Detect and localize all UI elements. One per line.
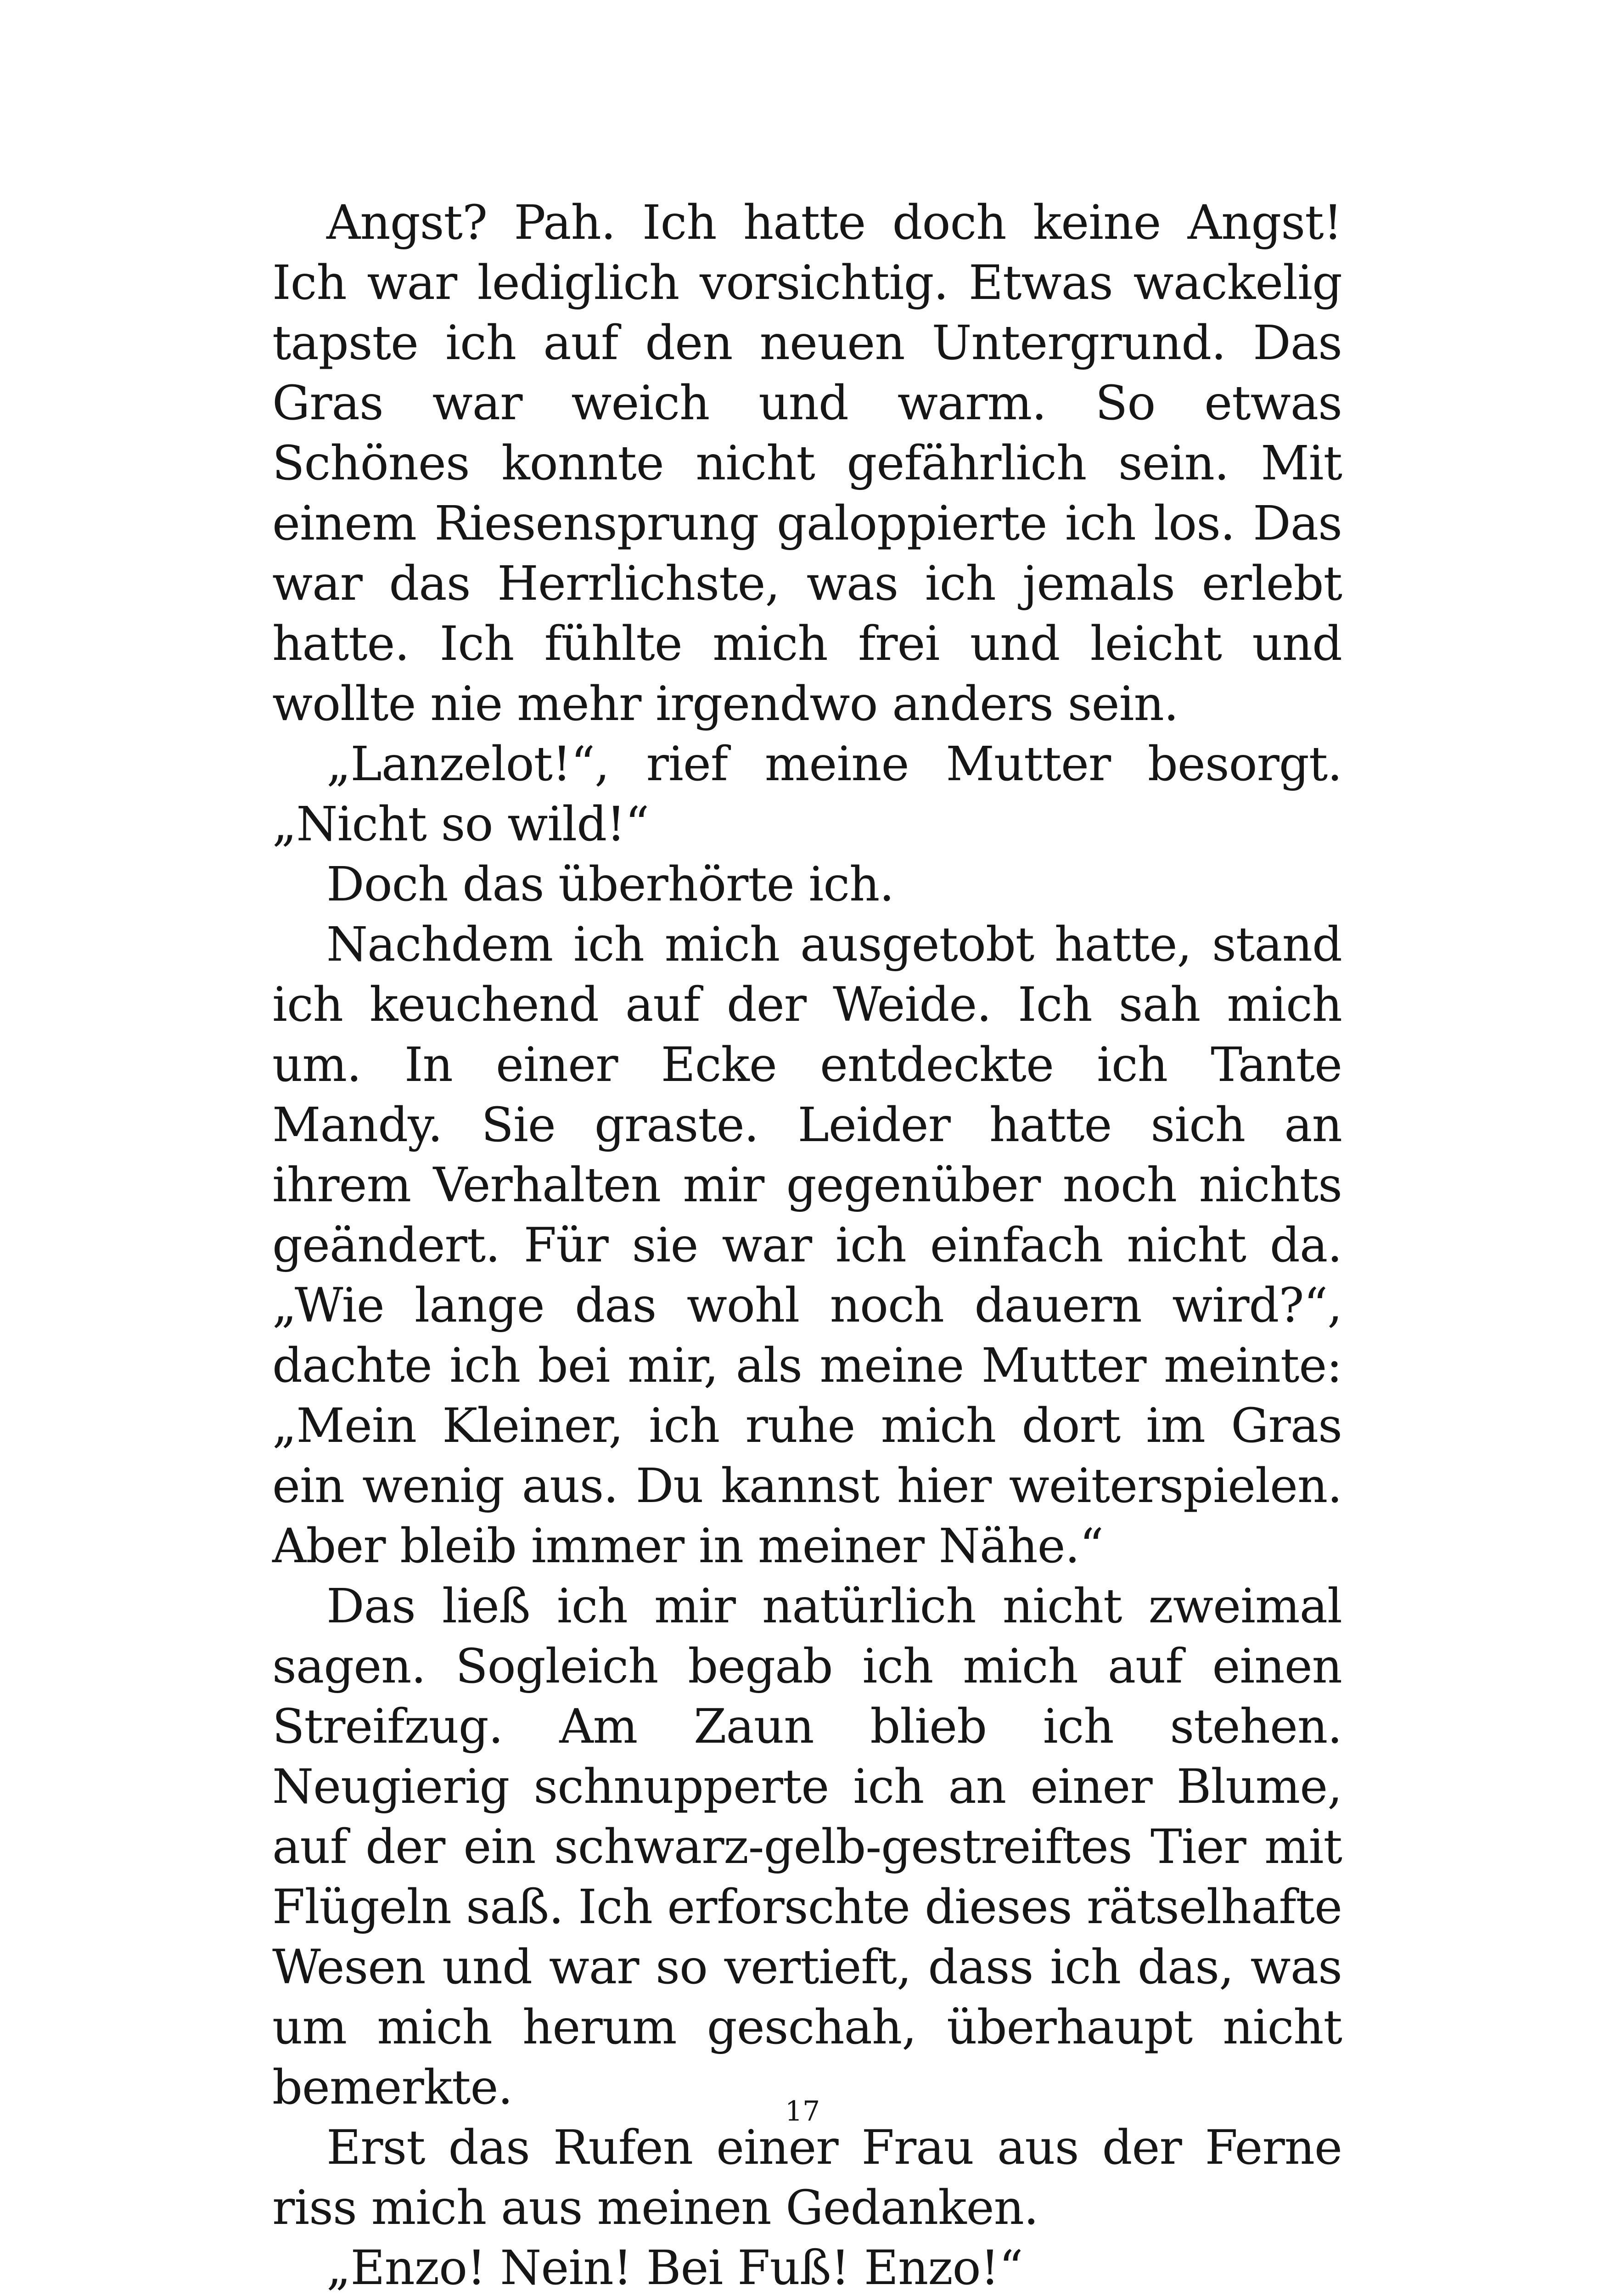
paragraph-5: Das ließ ich mir natürlich nicht zweimal sagen. Sogleich begab ich mich auf einen Streifzug. Am Zaun blieb ich stehen. Neugierig schnupperte ich an einer Blume, auf der ein schwarz-gelb-gestreiftes Tier mit Flügeln saß. Ich erforschte dieses rätselhafte Wesen und war so vertieft, dass ich das, was um mich herum geschah, überhaupt nicht bemerkte. <box>272 1579 1342 2115</box>
body-text <box>272 193 1342 2296</box>
paragraph-7: „Enzo! Nein! Bei Fuß! Enzo!“ <box>326 2240 1023 2296</box>
page-number: 17 <box>785 2095 820 2127</box>
paragraph-6: Erst das Rufen einer Frau aus der Ferne riss mich aus meinen Gedanken. <box>272 2120 1342 2235</box>
paragraph-4: Nachdem ich mich ausgetobt hatte, stand ich keuchend auf der Weide. Ich sah mich um. In einer Ecke entdeckte ich Tante Mandy. Sie graste. Leider hatte sich an ihrem Verhalten mir gegenüber noch nichts geändert. Für sie war ich einfach nicht da. „Wie lange das wohl noch dauern wird?“, dachte ich bei mir, als meine Mutter meinte: „Mein Kleiner, ich ruhe mich dort im Gras ein wenig aus. Du kannst hier weiterspielen. Aber bleib immer in meiner Nähe.“ <box>272 917 1342 1574</box>
paragraph-1: Angst? Pah. Ich hatte doch keine Angst! Ich war lediglich vorsichtig. Etwas wackelig tapste ich auf den neuen Untergrund. Das Gras war weich und warm. So etwas Schönes konnte nicht gefährlich sein. Mit einem Riesensprung galoppierte ich los. Das war das Herrlichste, was ich jemals erlebt hatte. Ich fühlte mich frei und leicht und wollte nie mehr irgendwo anders sein. <box>272 195 1342 732</box>
paragraph-2: „Lanzelot!“, rief meine Mutter besorgt. „Nicht so wild!“ <box>272 737 1342 852</box>
paragraph-3: Doch das überhörte ich. <box>326 857 894 912</box>
